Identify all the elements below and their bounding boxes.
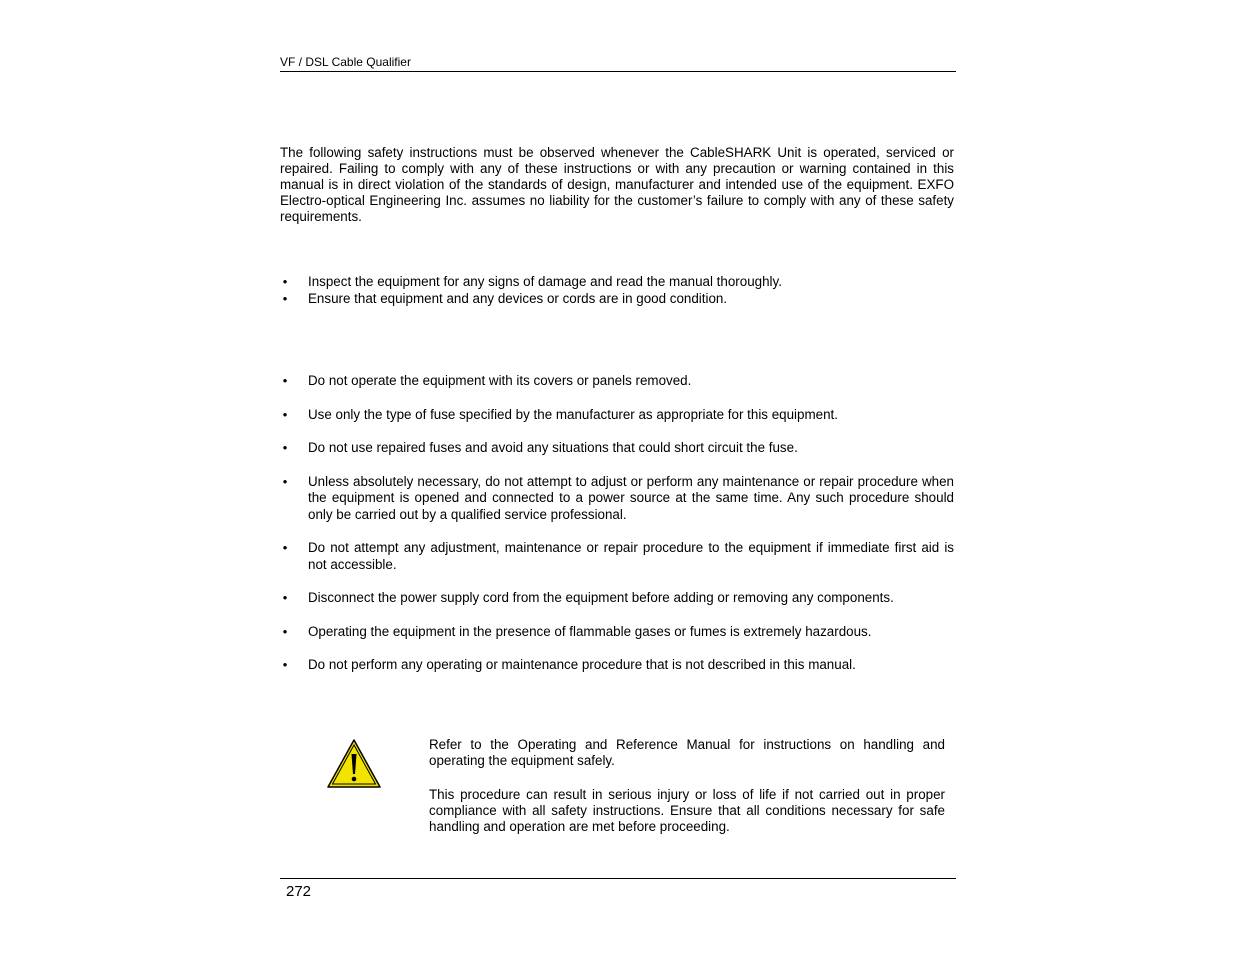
list-item-text: Operating the equipment in the presence of flammable gases or fumes is extremely hazardous. [308, 623, 872, 639]
list-item-text: Do not use repaired fuses and avoid any situations that could short circuit the fuse. [308, 440, 798, 455]
bullet-icon: • [282, 440, 288, 455]
running-header: VF / DSL Cable Qualifier [280, 55, 411, 69]
list-item-text: Disconnect the power supply cord from the equipment before adding or removing any components. [308, 590, 894, 605]
inspection-list [280, 274, 954, 307]
list-item [280, 624, 954, 641]
list-item-text: Do not attempt any adjustment, maintenance or repair procedure to the equipment if immediate first aid is not accessible. [308, 540, 954, 572]
list-item [280, 440, 954, 457]
warning-paragraph: Refer to the Operating and Reference Manual for instructions on handling and operating the equipment safely. [429, 737, 945, 768]
bullet-icon: • [282, 540, 288, 555]
bullet-icon: • [282, 473, 288, 489]
page-number: 272 [286, 883, 312, 900]
list-item-text: Do not perform any operating or maintenance procedure that is not described in this manual. [308, 657, 856, 672]
bullet-icon: • [282, 657, 288, 672]
list-item [280, 657, 954, 674]
list-item-text: Unless absolutely necessary, do not attempt to adjust or perform any maintenance or repair procedure when the equipment is opened and connected to a power source at the same time. Any such procedure should only be carried out by a qualified service professional. [308, 473, 954, 522]
warning-triangle-icon [326, 738, 382, 789]
list-item [280, 373, 954, 390]
document-page [280, 0, 956, 954]
bullet-icon: • [282, 623, 288, 639]
bullet-icon: • [282, 590, 288, 605]
intro-paragraph: The following safety instructions must be observed whenever the CableSHARK Unit is operated, serviced or repaired. Failing to comply with any of these instructions or with any precaution or warning contained in this manual is in direct violation of the standards of design, manufacturer and intended use of the equipment. EXFO Electro-optical Engineering Inc. assumes no liability for the customer’s failure to comply with any of these safety requirements. [280, 145, 954, 224]
list-item-text: Ensure that equipment and any devices or cords are in good condition. [308, 290, 728, 306]
list-item [280, 407, 954, 424]
list-item [280, 540, 954, 573]
bullet-icon: • [282, 290, 288, 306]
list-item-text: Inspect the equipment for any signs of damage and read the manual thoroughly. [308, 274, 782, 289]
list-item-text: Use only the type of fuse specified by the manufacturer as appropriate for this equipment. [308, 406, 838, 422]
header-divider [280, 71, 956, 72]
list-item-text: Do not operate the equipment with its covers or panels removed. [308, 373, 692, 388]
warning-text [429, 737, 945, 853]
bullet-icon: • [282, 373, 288, 388]
bullet-icon: • [282, 406, 288, 422]
list-item [280, 474, 954, 524]
bullet-icon: • [282, 274, 288, 289]
warning-paragraph: This procedure can result in serious injury or loss of life if not carried out in proper compliance with all safety instructions. Ensure that all conditions necessary for safe handling and operation are met before proceeding. [429, 787, 945, 834]
operation-list [280, 373, 954, 691]
list-item [280, 590, 954, 607]
list-item [280, 291, 954, 308]
footer-divider [280, 878, 956, 879]
list-item [280, 274, 954, 291]
